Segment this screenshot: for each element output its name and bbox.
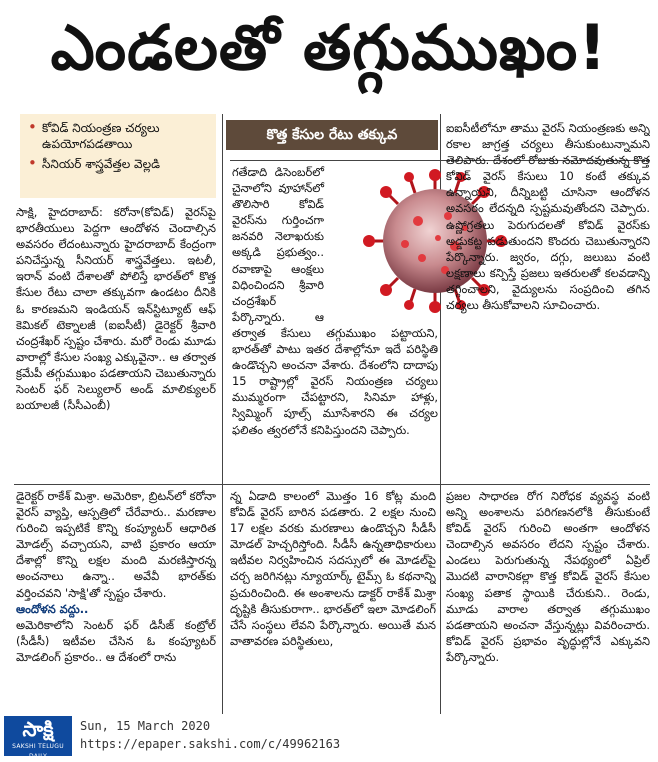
article-column-1-bottom: [16, 488, 216, 712]
bullet-box: [20, 114, 216, 198]
article-paragraph: సాక్షి, హైదరాబాద్: కరోనా(కోవిడ్) వైరస్‌పై భారతీయులు పెద్దగా ఆందోళన చెందాల్సిన అవసరం లేదంటున్నారు హైదరాబాద్ కేంద్రంగా పనిచేస్తున్న సీనియర్ శాస్త్రవేత్తలు. ఇటలీ, ఇరాన్ వంటి దేశాలతో పోలిస్తే భారత్‌లో కొత్త కేసుల రేటు చాలా తక్కువగా ఉండటం దీనికి ఓ కారణమని ఇండియన్ ఇన్‌స్టిట్యూట్ ఆఫ్ కెమికల్ టెక్నాలజీ (ఐఐసీటీ) డైరెక్టర్ శ్రీవారి చంద్రశేఖర్ స్పష్టం చేశారు. మరో రెండు మూడు వారాల్లో కేసుల సంఖ్య ఎక్కువైనా.. ఆ తర్వాత క్రమేపీ తగ్గుముఖం పడతాయని చెబుతున్నారు సెంటర్ ఫర్ సెల్యులార్ అండ్ మాలిక్యులర్ బయాలజీ (సీసీఎంబీ): [16, 205, 216, 413]
article-column-3: [446, 120, 650, 480]
bullet-item: • సీనియర్ శాస్త్రవేత్తల వెల్లడి: [28, 156, 212, 172]
article-paragraph: ఐఐసీటీలోనూ తాము వైరస్ నియంత్రణకు అన్ని రకాల జాగ్రత్త చర్యలు తీసుకుంటున్నామని తెలిపారు. దేశంలో రోజుకు నమోదవుతున్న కొత్త కోవిడ్ వైరస్ కేసులు 10 కంటే తక్కువ ఉన్నాయని, దీన్నిబట్టి చూసినా ఆందోళన అవసరం లేదన్నది స్పష్టమవుతోందని చెప్పారు. ఉష్ణోగ్రతలు పెరుగుదలతో కోవిడ్ వైరస్‌కు అడ్డుకట్ట పడుతుందని కొందరు చెబుతున్నారని పేర్కొన్నారు. జ్వరం, దగ్గు, జలుబు వంటి లక్షణాలు కన్పిస్తే ప్రజలు ఇతరులతో కలవడాన్ని తగ్గించాలని, వైద్యులను సంప్రదించి తగిన చర్యలు తీసుకోవాలని సూచించారు.: [446, 121, 650, 313]
article-paragraph: గతేడాది డిసెంబర్‌లో చైనాలోని వూహాన్‌లో తొలిసారి కోవిడ్ వైరస్‌ను గుర్తించగా జనవరి నెలాఖరుకు అక్కడి ప్రభుత్వం.. రవాణాపై ఆంక్షలు విధించిందని శ్రీవారి చంద్రశేఖర్ పేర్కొన్నారు. ఆ తర్వాత కేసులు తగ్గుముఖం పట్టాయని, భారత్‌తో పాటు ఇతర దేశాల్లోనూ ఇదే పరిస్థితి ఉండొచ్చని అంచనా వేశారు. దేశంలోని దాదాపు 15 రాష్ట్రాల్లో వైరస్ నియంత్రణ చర్యలు ముమ్మరంగా చేపట్టారని, సినిమా హాళ్లు, స్విమ్మింగ్ పూల్స్ మూసేశారని ఈ చర్యల ఫలితం త్వరలోనే కనిపిస్తుందని చెప్పారు.: [232, 165, 438, 437]
image-spacer: [328, 164, 438, 314]
article-paragraph: అమెరికాలోని సెంటర్ ఫర్ డిసీజ్ కంట్రోల్ (సీడీసీ) ఇటీవల చేసిన ఓ కంప్యూటర్ మోడలింగ్ ప్రకారం.. ఆ దేశంలో రాను: [16, 617, 216, 664]
article-column-2: [232, 164, 438, 480]
inline-subheading: ఆందోళన వద్దు..: [16, 601, 89, 616]
article-paragraph: న్న ఏడాది కాలంలో మొత్తం 16 కోట్ల మంది కోవిడ్ వైరస్ బారిన పడతారు. 2 లక్షల నుంచి 17 లక్షల వరకు మరణాలు ఉండొచ్చని సీడీసీ మోడల్ హెచ్చరిస్తోంది. సీడీసీ ఉన్నతాధికారులు ఇటీవల నిర్వహించిన సదస్సులో ఈ మోడల్‌పై చర్చ జరిగినట్లు న్యూయార్క్ టైమ్స్ ఓ కథనాన్ని ప్రచురించింది. ఈ అంశాలను డాక్టర్ రాకేశ్ మిశ్రా దృష్టికి తీసుకురాగా.. భారత్‌లో ఇలా మోడలింగ్ చేసే సంస్థలు లేవని పేర్కొన్నారు. అయితే మన వాతావరణ పరిస్థితులు,: [230, 489, 436, 648]
article-paragraph: డైరెక్టర్ రాకేశ్ మిశ్రా. అమెరికా, బ్రిటన్‌లో కరోనా వైరస్ వ్యాప్తి, ఆస్పత్రిలో చేరేవారు.. మరణాల గురించి ఇప్పటికే కొన్ని కంప్యూటర్ ఆధారిత మోడల్స్ వచ్చాయని, వాటి ప్రకారం ఆయా దేశాల్లో కొన్ని లక్షల మంది మరణిస్తారన్న అంచనాలు ఉన్నా.. అవేవీ భారత్‌కు వర్తించవని 'సాక్షి'తో స్పష్టం చేశారు.: [16, 489, 216, 600]
bullet-item: • కోవిడ్ నియంత్రణ చర్యలు ఉపయోగపడతాయి: [28, 120, 212, 152]
article-column-1: [16, 204, 216, 480]
subheading: కొత్త కేసుల రేటు తక్కువ: [226, 120, 438, 150]
publication-date: Sun, 15 March 2020: [80, 719, 211, 733]
column-divider: [222, 114, 223, 714]
article-paragraph: ప్రజల సాధారణ రోగ నిరోధక వ్యవస్థ వంటి అన్ని అంశాలను పరిగణనలోకి తీసుకుంటే కోవిడ్ వైరస్ గురించి అంతగా ఆందోళన చెందాల్సిన అవసరం లేదని స్పష్టం చేశారు. ఎండలు పెరుగుతున్న నేపథ్యంలో ఏప్రిల్ మొదటి వారానికల్లా కొత్త కోవిడ్ వైరస్ కేసుల సంఖ్య పతాక స్థాయికి చేరుకుని.. రెండు, మూడు వారాల తర్వాత తగ్గుముఖం పడతాయని అంచనా వేస్తున్నట్లు వివరించారు. కోవిడ్ వైరస్ ప్రభావం వృద్ధుల్లోనే ఎక్కువని పేర్కొన్నారు.: [446, 489, 650, 664]
article-column-3-bottom: [446, 488, 650, 712]
sakshi-logo: [4, 716, 72, 760]
article-column-2-bottom: [230, 488, 436, 712]
section-divider: [14, 484, 650, 485]
epaper-link[interactable]: https://epaper.sakshi.com/c/49962163: [80, 737, 341, 751]
logo-text: సాక్షి: [22, 717, 54, 741]
logo-tagline: SAKSHI TELUGU DAILY: [12, 743, 64, 760]
headline: ఎండలతో తగ్గుముఖం!: [50, 11, 608, 84]
